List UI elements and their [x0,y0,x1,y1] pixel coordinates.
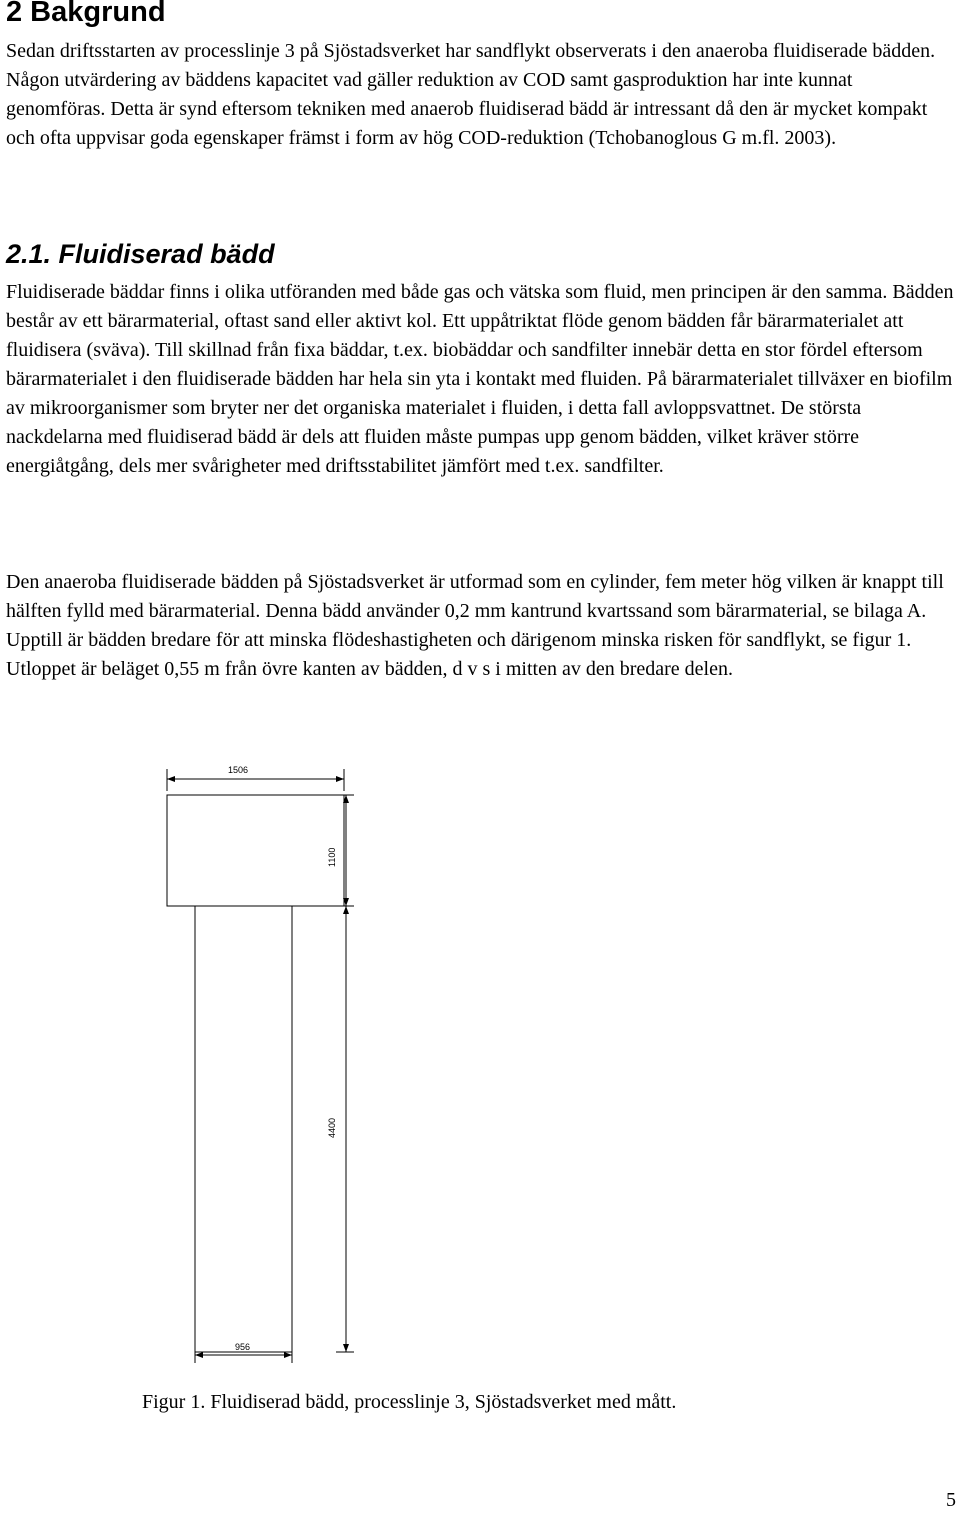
lower-column-outline [195,906,292,1352]
section-heading: 2 Bakgrund [6,0,166,28]
figure-caption: Figur 1. Fluidiserad bädd, processlinje 3, Sjöstadsverket med mått. [142,1391,677,1413]
page-number: 5 [946,1489,956,1511]
subsection-heading: 2.1. Fluidiserad bädd [6,239,275,269]
dim-label-bottom-width: 956 [235,1342,251,1352]
dim-label-top-width: 1506 [228,765,249,775]
upper-section-outline [167,795,344,906]
paragraph-background: Sedan driftsstarten av processlinje 3 på Sjöstadsverket har sandflykt observerats i den anaeroba fluidiserade bädden. Någon utvärdering av bäddens kapacitet vad gäller reduktion av COD samt gasproduktion har inte kunnat genomföras. Detta är synd eftersom tekniken med anaerob fluidiserad bädd är intressant då den är mycket kompakt och ofta uppvisar goda egenskaper främst i form av hög COD-reduktion (Tchobanoglous G m.fl. 2003). [6,40,936,149]
fluidized-bed-drawing [150,755,370,1375]
paragraph-sjostadsverket-bed: Den anaeroba fluidiserade bädden på Sjöstadsverket är utformad som en cylinder, fem meter hög vilken är knappt till hälften fylld med bärarmaterial. Denna bädd använder 0,2 mm kantrund kvartssand som bärarmaterial, se bilaga A. Upptill är bädden bredare för att minska flödeshastigheten och därigenom minska risken för sandflykt, se figur 1. Utloppet är beläget 0,55 m från övre kanten av bädden, d v s i mitten av den bredare delen. [6,571,944,680]
dim-label-top-height: 1100 [327,847,337,867]
paragraph-fluidized-bed: Fluidiserade bäddar finns i olika utföranden med både gas och vätska som fluid, men principen är den samma. Bädden består av ett bärarmaterial, oftast sand eller aktivt kol. Ett uppåtriktat flöde genom bädden får bärarmaterialet att fluidisera (sväva). Till skillnad från fixa bäddar, t.ex. biobäddar och sandfilter innebär detta en stor fördel eftersom bärarmaterialet i den fluidiserade bädden har hela sin yta i kontakt med fluiden. På bärarmaterialet tillväxer en biofilm av mikroorganismer som bryter ner det organiska materialet i fluiden, i detta fall avloppsvattnet. De största nackdelarna med fluidiserad bädd är dels att fluiden måste pumpas upp genom bädden, vilket kräver större energiåtgång, dels mer svårigheter med driftsstabilitet jämfört med t.ex. sandfilter. [6,281,954,477]
dim-label-bottom-height: 4400 [327,1117,337,1138]
